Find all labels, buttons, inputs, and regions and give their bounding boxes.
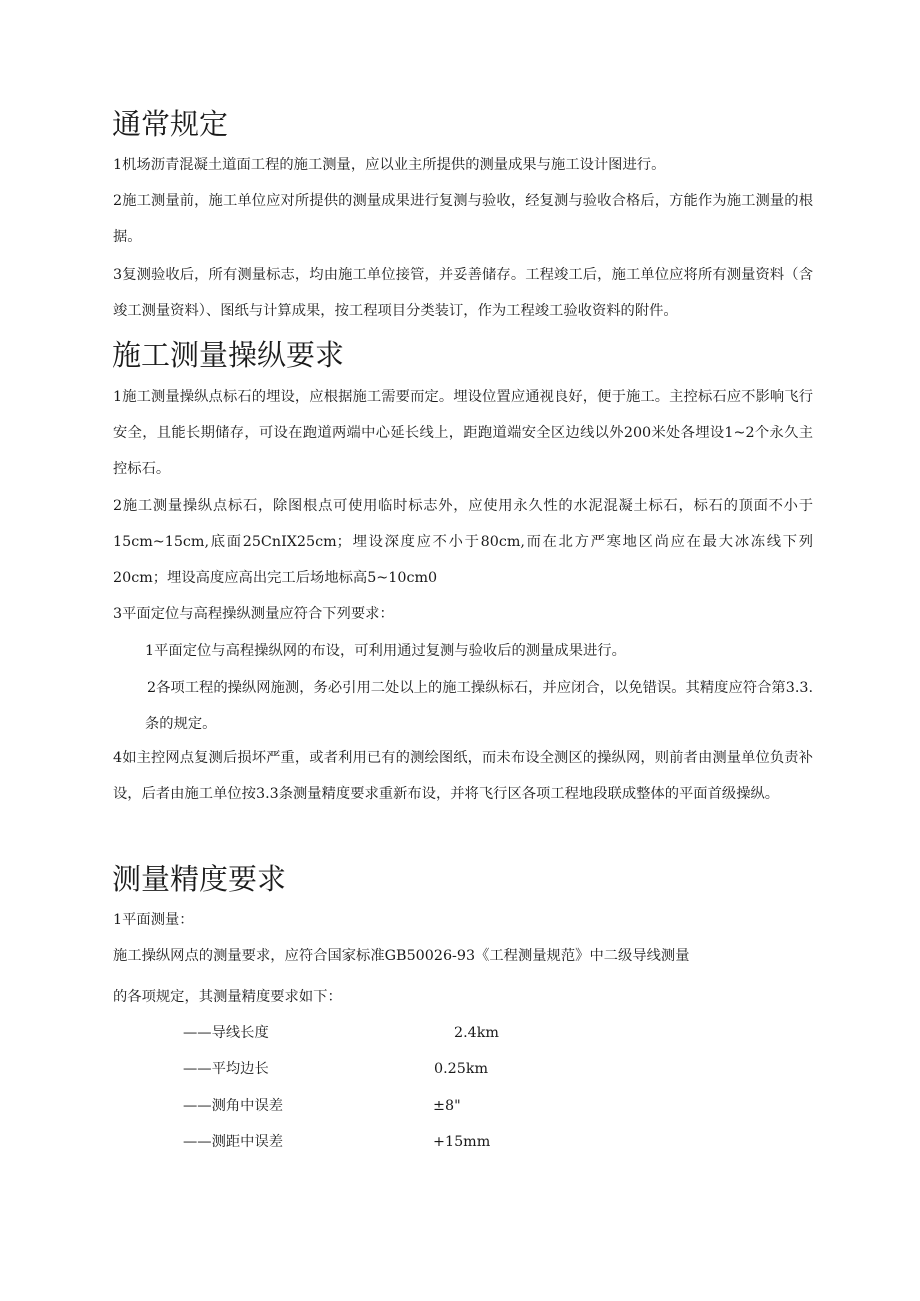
requirement-value: +15mm <box>433 1134 491 1150</box>
paragraph: 的各项规定，其测量精度要求如下： <box>113 989 342 1005</box>
requirement-row <box>183 1059 489 1079</box>
requirement-label: ——测距中误差 <box>183 1134 284 1150</box>
section-heading-control: 施工测量操纵要求 <box>112 338 345 372</box>
paragraph: 3平面定位与高程操纵测量应符合下列要求： <box>113 606 394 622</box>
requirement-label: ——测角中误差 <box>183 1098 284 1114</box>
section-heading-precision: 测量精度要求 <box>112 862 287 896</box>
sub-paragraph: 1平面定位与高程操纵网的布设，可利用通过复测与验收后的测量成果进行。 <box>145 643 626 659</box>
paragraph: 4如主控网点复测后损坏严重，或者利用已有的测绘图纸，而未布设全测区的操纵网，则前者由测量单位负责补设，后者由施工单位按3.3条测量精度要求重新布设，并将飞行区各项工程地段联成整体的平面首级操纵。 <box>113 750 813 802</box>
requirement-row <box>183 1096 461 1116</box>
sub-paragraph: 2各项工程的操纵网施测，务必引用二处以上的施工操纵标石，并应闭合，以免错误。其精度应符合第3.3.条的规定。 <box>145 680 813 732</box>
paragraph: 3复测验收后，所有测量标志，均由施工单位接管，并妥善储存。工程竣工后，施工单位应将所有测量资料（含竣工测量资料）、图纸与计算成果，按工程项目分类装订，作为工程竣工验收资料的附件。 <box>113 267 813 319</box>
requirement-value: ±8" <box>433 1098 461 1114</box>
paragraph: 施工操纵网点的测量要求，应符合国家标准GB50026-93《工程测量规范》中二级导线测量 <box>113 948 690 964</box>
requirement-value: 2.4km <box>454 1025 499 1041</box>
requirement-row <box>183 1023 499 1043</box>
section-heading-general: 通常规定 <box>112 107 229 141</box>
paragraph: 1平面测量： <box>113 912 194 928</box>
paragraph: 2施工测量操纵点标石，除图根点可使用临时标志外，应使用永久性的水泥混凝土标石，标石的顶面不小于15cm~15cm,底面25CnIX25cm；埋设深度应不小于80cm,而在北方严寒地区尚应在最大冰冻线下列20cm；埋设高度应高出完工后场地标高5~10cm0 <box>113 498 813 586</box>
paragraph: 2施工测量前，施工单位应对所提供的测量成果进行复测与验收，经复测与验收合格后，方能作为施工测量的根据。 <box>113 193 813 245</box>
requirement-value: 0.25km <box>434 1061 489 1077</box>
requirement-row <box>183 1132 491 1152</box>
requirement-label: ——导线长度 <box>183 1025 269 1041</box>
requirement-label: ——平均边长 <box>183 1061 269 1077</box>
paragraph: 1施工测量操纵点标石的埋设，应根据施工需要而定。埋设位置应通视良好，便于施工。主控标石应不影响飞行安全，且能长期储存，可设在跑道两端中心延长线上，距跑道端安全区边线以外200米处各埋设1~2个永久主控标石。 <box>113 389 813 477</box>
paragraph: 1机场沥青混凝土道面工程的施工测量，应以业主所提供的测量成果与施工设计图进行。 <box>113 157 666 173</box>
